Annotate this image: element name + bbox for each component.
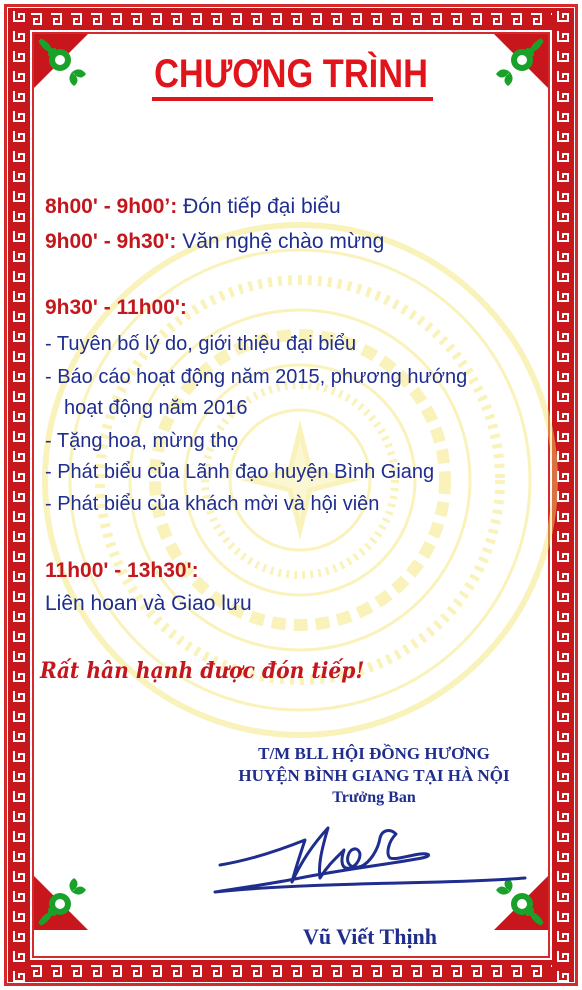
schedule-text: Văn nghệ chào mừng: [182, 230, 385, 253]
session-item: - Phát biểu của khách mời và hội viên: [45, 493, 380, 515]
signature-role: Trưởng Ban: [332, 789, 416, 806]
session-item: - Tặng hoa, mừng thọ: [45, 430, 239, 452]
session-time: 9h30' - 11h00':: [45, 296, 187, 319]
session-item: - Báo cáo hoạt động năm 2015, phương hướng: [45, 366, 468, 388]
page-title: CHƯƠNG TRÌNH: [154, 52, 428, 96]
schedule-item: [45, 230, 384, 254]
closing-time: 11h00' - 13h30':: [45, 559, 199, 582]
signer-name: Vũ Viết Thịnh: [302, 924, 438, 949]
closing-text: Liên hoan và Giao lưu: [45, 592, 252, 615]
schedule-time: 9h00' - 9h30':: [45, 230, 177, 253]
welcome-message: Rất hân hạnh được đón tiếp!: [40, 658, 365, 684]
signature-org-line1: T/M BLL HỘI ĐỒNG HƯƠNG: [258, 744, 490, 763]
border-pattern-top: [8, 8, 574, 30]
title-underline: [152, 97, 433, 101]
session-item: hoạt động năm 2016: [64, 397, 248, 419]
session-item: - Phát biểu của Lãnh đạo huyện Bình Giang: [45, 461, 435, 483]
schedule-time: 8h00' - 9h00’:: [45, 195, 178, 218]
border-pattern-left: [8, 8, 30, 982]
signature-org-line2: HUYỆN BÌNH GIANG TẠI HÀ NỘI: [238, 766, 510, 785]
schedule-item: [45, 195, 341, 219]
session-item: - Tuyên bố lý do, giới thiệu đại biểu: [45, 333, 357, 355]
handwritten-signature: [210, 820, 530, 900]
corner-flower-icon: [32, 874, 90, 932]
schedule-text: Đón tiếp đại biểu: [183, 195, 341, 218]
border-pattern-bottom: [8, 960, 574, 982]
